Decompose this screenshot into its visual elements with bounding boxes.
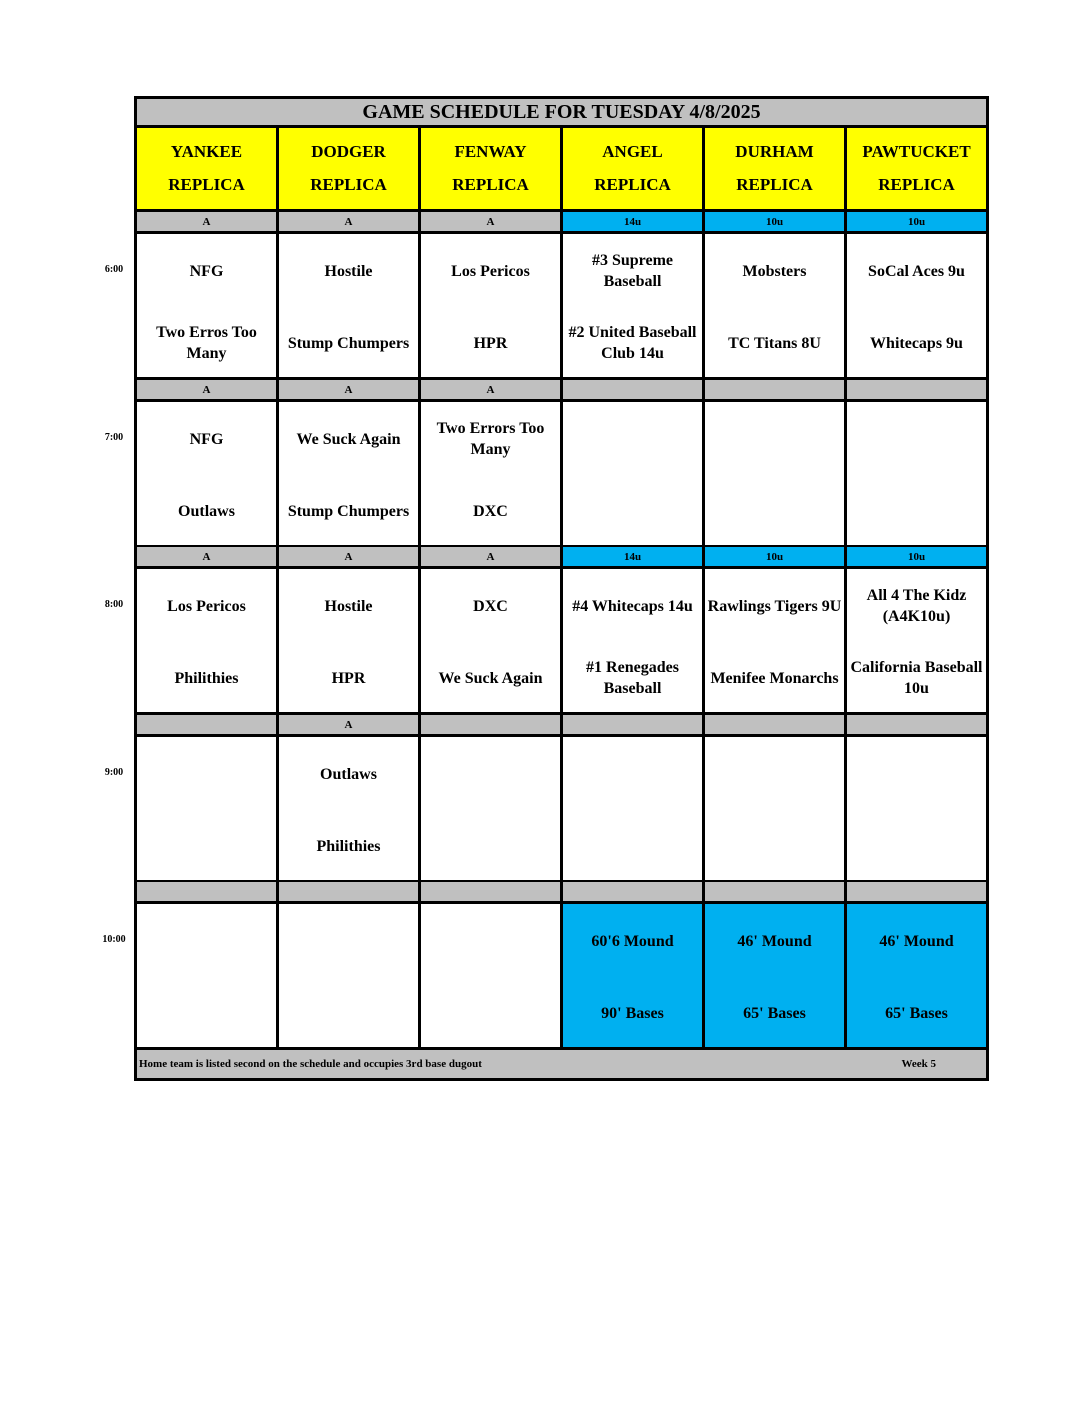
home-team: [421, 982, 560, 1044]
division-band: [847, 715, 986, 734]
home-team: [563, 480, 702, 542]
division-band: [705, 882, 844, 901]
away-team: 46' Mound: [879, 932, 954, 950]
field-name: YANKEE: [170, 142, 243, 162]
home-team: Philithies: [316, 837, 381, 855]
division-band: A: [279, 380, 418, 399]
game-cell: [421, 234, 560, 377]
away-team: [847, 741, 986, 807]
game-cell: [563, 402, 702, 545]
home-team: HPR: [331, 669, 366, 687]
division-band: [137, 882, 276, 901]
field-header-yankee: [137, 128, 276, 209]
away-team: Outlaws: [320, 765, 377, 783]
home-team: [137, 982, 276, 1044]
away-team: All 4 The Kidz (A4K10u): [866, 587, 967, 625]
division-band: 10u: [847, 212, 986, 231]
home-team: [279, 982, 418, 1044]
division-band: [847, 380, 986, 399]
time-label: 6:00: [104, 264, 124, 275]
home-team: We Suck Again: [438, 669, 543, 687]
division-band: A: [137, 547, 276, 566]
home-team: [847, 815, 986, 877]
division-band: 14u: [563, 547, 702, 566]
game-cell: [137, 737, 276, 880]
away-team: [705, 406, 844, 472]
game-cell: [847, 904, 986, 1047]
division-band: A: [421, 212, 560, 231]
division-band: A: [279, 212, 418, 231]
game-cell: [563, 737, 702, 880]
division-band: [421, 715, 560, 734]
field-header-angel: [563, 128, 702, 209]
game-cell: [137, 234, 276, 377]
footer-note: [137, 1050, 986, 1078]
home-team: Menifee Monarchs: [710, 669, 839, 687]
home-team: 90' Bases: [601, 1004, 664, 1022]
time-label: 8:00: [104, 599, 124, 610]
game-cell: [137, 402, 276, 545]
away-team: [421, 908, 560, 974]
game-cell: [847, 737, 986, 880]
away-team: Los Pericos: [167, 597, 246, 615]
field-subtitle: REPLICA: [168, 174, 245, 194]
field-name: DODGER: [311, 142, 386, 162]
home-team: [137, 815, 276, 877]
division-band: [421, 882, 560, 901]
home-team: Stump Chumpers: [287, 502, 410, 520]
division-band: [705, 380, 844, 399]
game-cell: [847, 569, 986, 712]
away-team: SoCal Aces 9u: [868, 262, 965, 280]
game-cell: [279, 234, 418, 377]
home-team: DXC: [473, 502, 508, 520]
field-name: ANGEL: [602, 142, 663, 162]
home-team: [847, 480, 986, 542]
game-cell: [705, 737, 844, 880]
field-subtitle: REPLICA: [736, 174, 813, 194]
home-team: Whitecaps 9u: [870, 334, 963, 352]
division-band: [705, 715, 844, 734]
game-cell: [847, 402, 986, 545]
game-cell: [563, 569, 702, 712]
division-band: 10u: [847, 547, 986, 566]
away-team: Mobsters: [742, 262, 807, 280]
game-cell: [137, 569, 276, 712]
division-band: A: [421, 380, 560, 399]
field-subtitle: REPLICA: [594, 174, 671, 194]
away-team: Hostile: [324, 262, 373, 280]
away-team: [563, 406, 702, 472]
home-team: Outlaws: [178, 502, 235, 520]
division-band: [563, 380, 702, 399]
schedule-table: [134, 96, 989, 1081]
game-cell: [705, 904, 844, 1047]
division-band: [563, 715, 702, 734]
away-team: Los Pericos: [451, 262, 530, 280]
field-header-dodger: [279, 128, 418, 209]
home-team: Two Erros Too Many: [156, 324, 257, 362]
game-cell: [421, 402, 560, 545]
division-band: 14u: [563, 212, 702, 231]
home-team: HPR: [473, 334, 508, 352]
home-team: [705, 480, 844, 542]
division-band: A: [137, 212, 276, 231]
division-band: [137, 715, 276, 734]
game-cell: [847, 234, 986, 377]
home-team: California Baseball 10u: [850, 659, 983, 697]
game-cell: [279, 402, 418, 545]
away-team: [421, 741, 560, 807]
game-cell: [421, 569, 560, 712]
home-team: [705, 815, 844, 877]
game-cell: [279, 904, 418, 1047]
field-name: DURHAM: [735, 142, 814, 162]
division-band: A: [279, 547, 418, 566]
away-team: Hostile: [324, 597, 373, 615]
away-team: #4 Whitecaps 14u: [572, 597, 693, 615]
home-team: 65' Bases: [743, 1004, 806, 1022]
away-team: [137, 908, 276, 974]
division-band: A: [279, 715, 418, 734]
away-team: [279, 908, 418, 974]
away-team: [137, 741, 276, 807]
home-team: Stump Chumpers: [287, 334, 410, 352]
away-team: We Suck Again: [296, 430, 401, 448]
field-subtitle: REPLICA: [878, 174, 955, 194]
away-team: [847, 406, 986, 472]
game-cell: [421, 737, 560, 880]
home-team-note: Home team is listed second on the schedule and occupies 3rd base dugout: [139, 1058, 482, 1070]
time-label: 9:00: [104, 767, 124, 778]
home-team: #2 United Baseball Club 14u: [568, 324, 697, 362]
away-team: [705, 741, 844, 807]
field-header-fenway: [421, 128, 560, 209]
game-cell: [563, 234, 702, 377]
away-team: Rawlings Tigers 9U: [707, 597, 842, 615]
field-subtitle: REPLICA: [310, 174, 387, 194]
time-label: 7:00: [104, 432, 124, 443]
schedule-title: GAME SCHEDULE FOR TUESDAY 4/8/2025: [137, 99, 986, 125]
away-team: 46' Mound: [737, 932, 812, 950]
field-name: FENWAY: [454, 142, 527, 162]
game-cell: [563, 904, 702, 1047]
division-band: [563, 882, 702, 901]
away-team: NFG: [189, 430, 224, 448]
away-team: Two Errors Too Many: [436, 420, 545, 458]
field-header-durham: [705, 128, 844, 209]
home-team: TC Titans 8U: [728, 334, 821, 352]
division-band: [279, 882, 418, 901]
division-band: [847, 882, 986, 901]
field-subtitle: REPLICA: [452, 174, 529, 194]
game-cell: [279, 569, 418, 712]
division-band: 10u: [705, 212, 844, 231]
game-cell: [705, 402, 844, 545]
time-label: 10:00: [102, 934, 126, 945]
home-team: 65' Bases: [885, 1004, 948, 1022]
game-cell: [137, 904, 276, 1047]
home-team: [563, 815, 702, 877]
game-cell: [705, 569, 844, 712]
away-team: DXC: [473, 597, 508, 615]
field-name: PAWTUCKET: [862, 142, 971, 162]
away-team: 60'6 Mound: [591, 932, 674, 950]
away-team: #3 Supreme Baseball: [591, 252, 674, 290]
field-header-pawtucket: [847, 128, 986, 209]
home-team: #1 Renegades Baseball: [586, 659, 679, 697]
game-cell: [705, 234, 844, 377]
game-cell: [279, 737, 418, 880]
division-band: 10u: [705, 547, 844, 566]
division-band: A: [421, 547, 560, 566]
away-team: [563, 741, 702, 807]
home-team: [421, 815, 560, 877]
game-cell: [421, 904, 560, 1047]
away-team: NFG: [189, 262, 224, 280]
home-team: Philithies: [174, 669, 239, 687]
division-band: A: [137, 380, 276, 399]
week-label: Week 5: [901, 1058, 936, 1070]
